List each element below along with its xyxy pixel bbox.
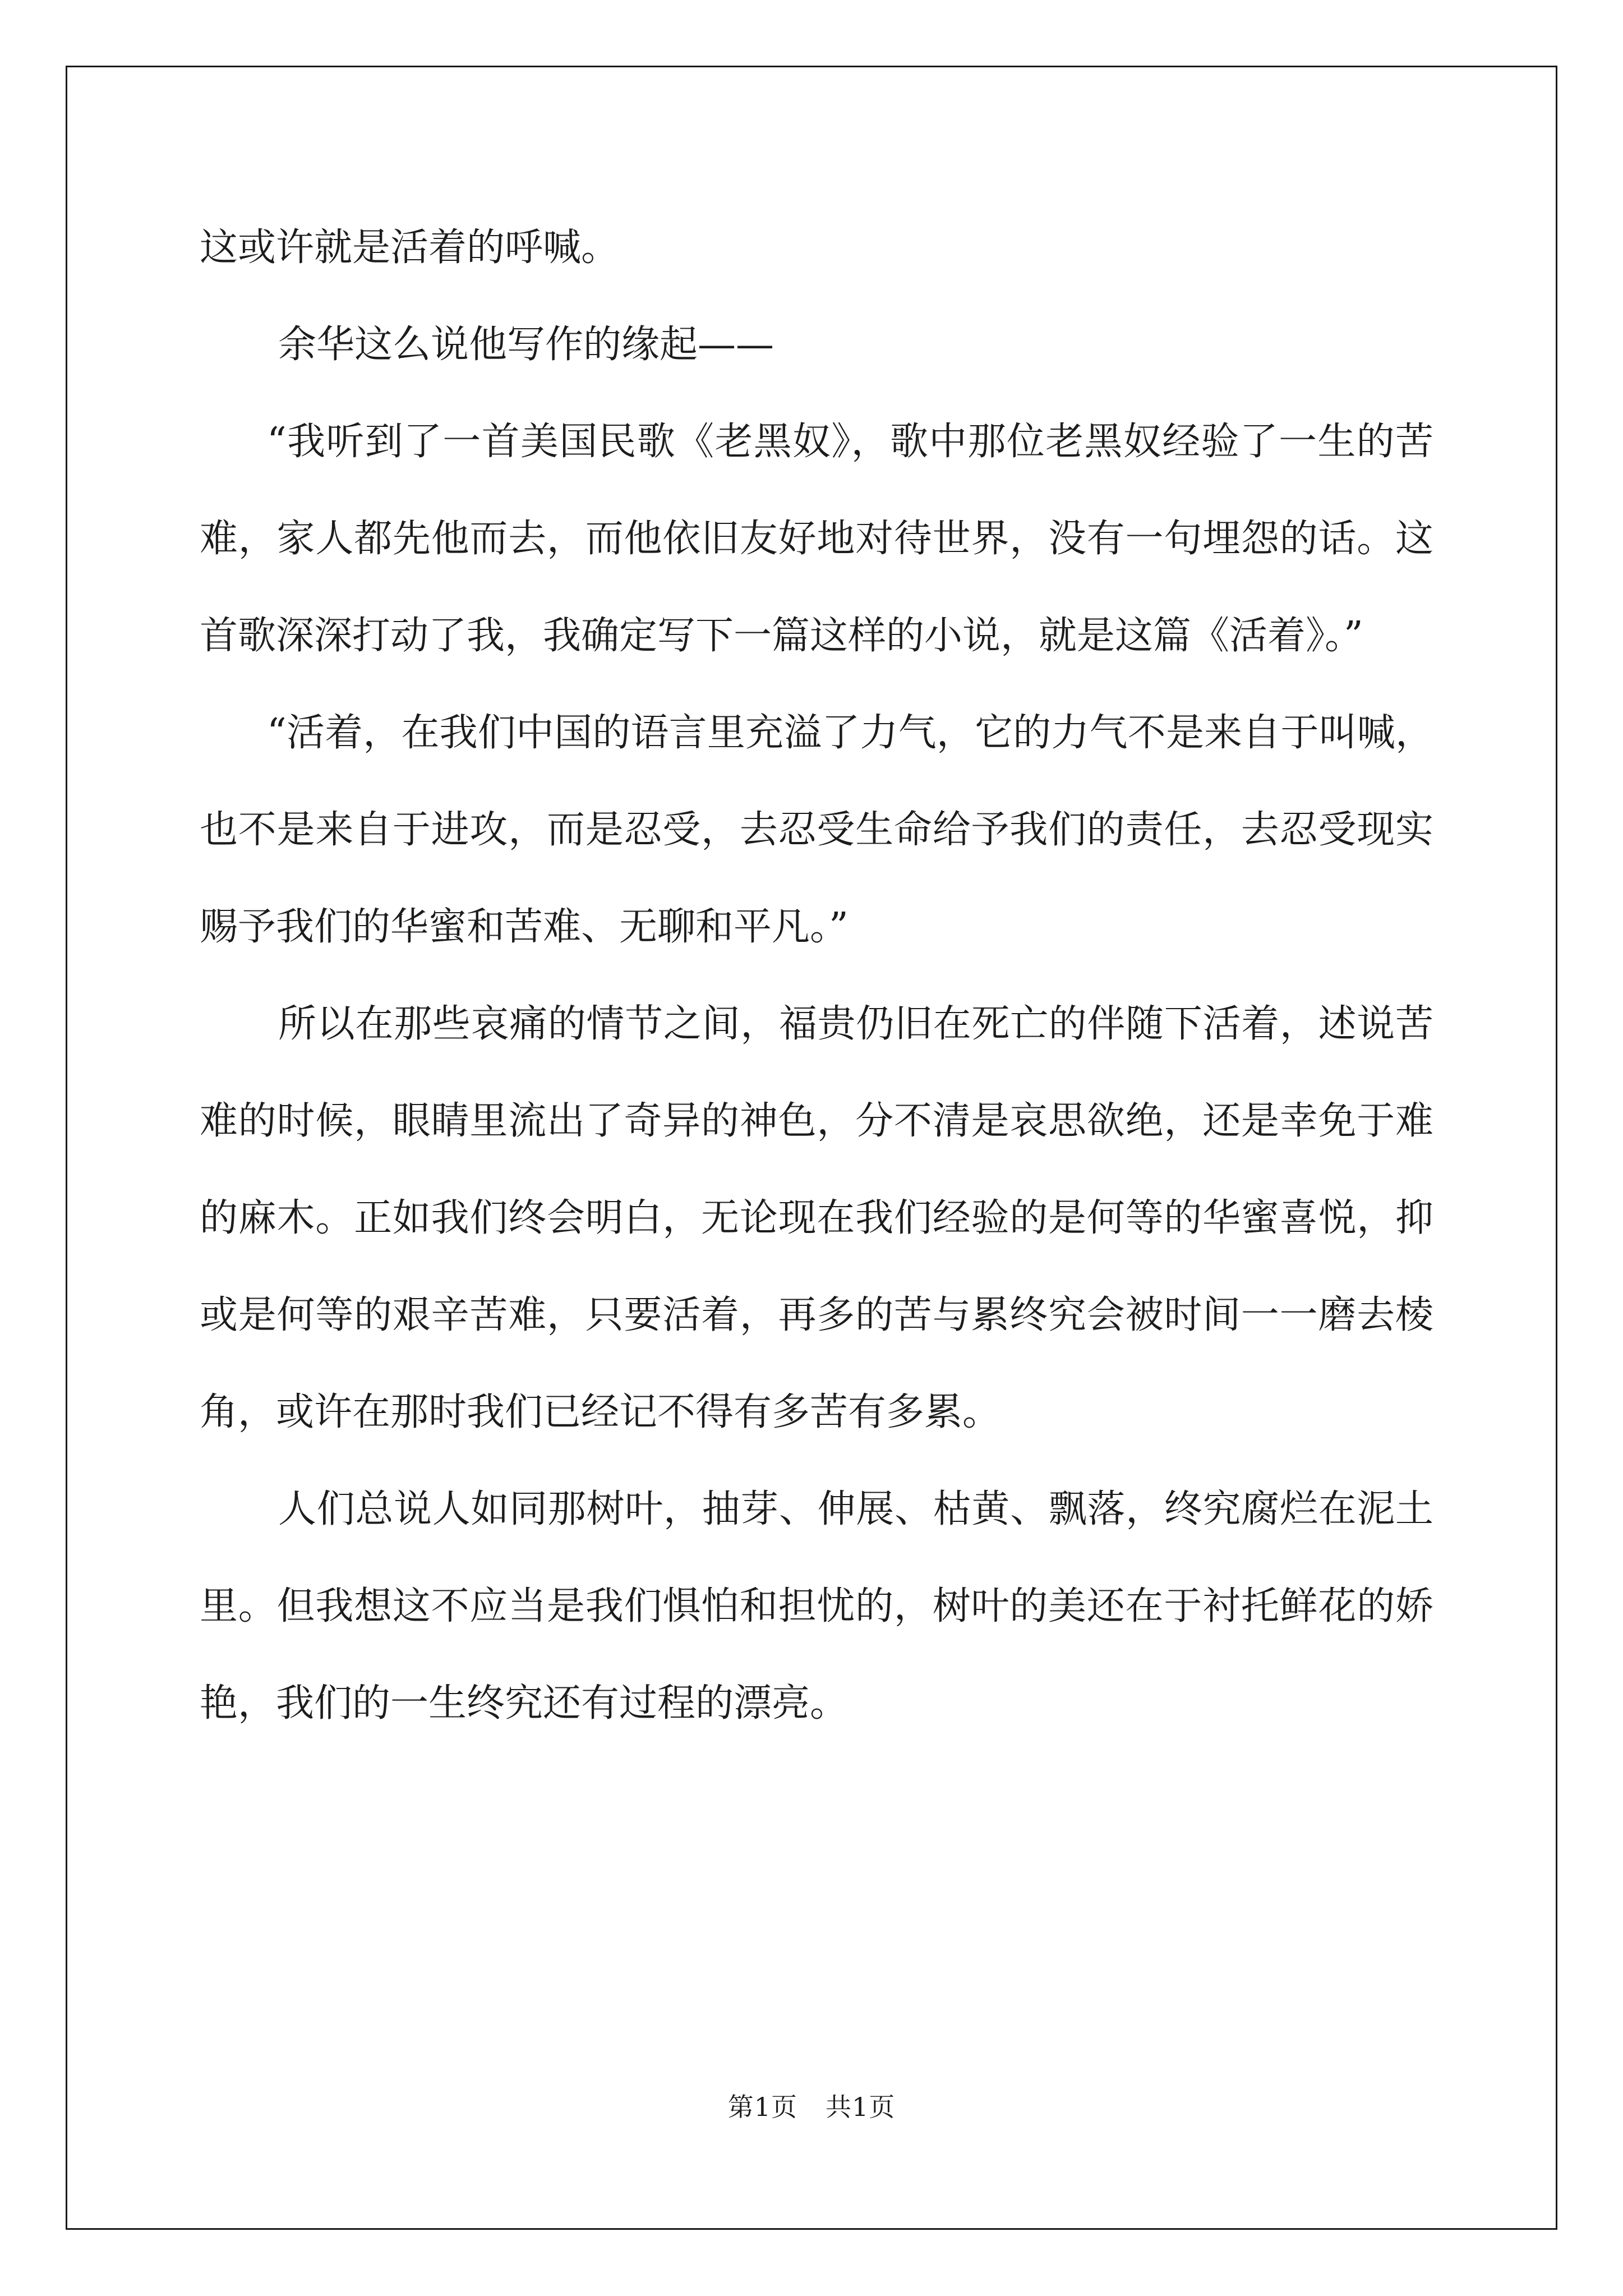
paragraph-4: “活着，在我们中国的语言里充溢了力气，它的力气不是来自于叫喊，也不是来自于进攻，而是忍受，去忍受生命给予我们的责任，去忍受现实赐予我们的华蜜和苦难、无聊和平凡。” [200, 711, 1433, 949]
paragraph-5: 所以在那些哀痛的情节之间，福贵仍旧在死亡的伴随下活着，述说苦难的时候，眼睛里流出了奇异的神色，分不清是哀思欲绝，还是幸免于难的麻木。正如我们终会明白，无论现在我们经验的是何等的华蜜喜悦，抑或是何等的艰辛苦难，只要活着，再多的苦与累终究会被时间一一磨去棱角，或许在那时我们已经记不得有多苦有多累。 [200, 1002, 1433, 1434]
paragraph-1: 这或许就是活着的呼喊。 [200, 226, 620, 270]
page-number: 第1页 [727, 2092, 797, 2122]
paragraph-3: “我听到了一首美国民歌《老黑奴》，歌中那位老黑奴经验了一生的苦难，家人都先他而去，而他依旧友好地对待世界，没有一句埋怨的话。这首歌深深打动了我，我确定写下一篇这样的小说，就是这篇《活着》。” [200, 420, 1433, 658]
paragraph-2: 余华这么说他写作的缘起—— [278, 323, 774, 367]
document-body [200, 199, 1433, 1752]
page-total: 共1页 [826, 2092, 896, 2122]
paragraph-6: 人们总说人如同那树叶，抽芽、伸展、枯黄、飘落，终究腐烂在泥土里。但我想这不应当是我们惧怕和担忧的，树叶的美还在于衬托鲜花的娇艳，我们的一生终究还有过程的漂亮。 [200, 1487, 1433, 1726]
page-footer [0, 2087, 1623, 2124]
